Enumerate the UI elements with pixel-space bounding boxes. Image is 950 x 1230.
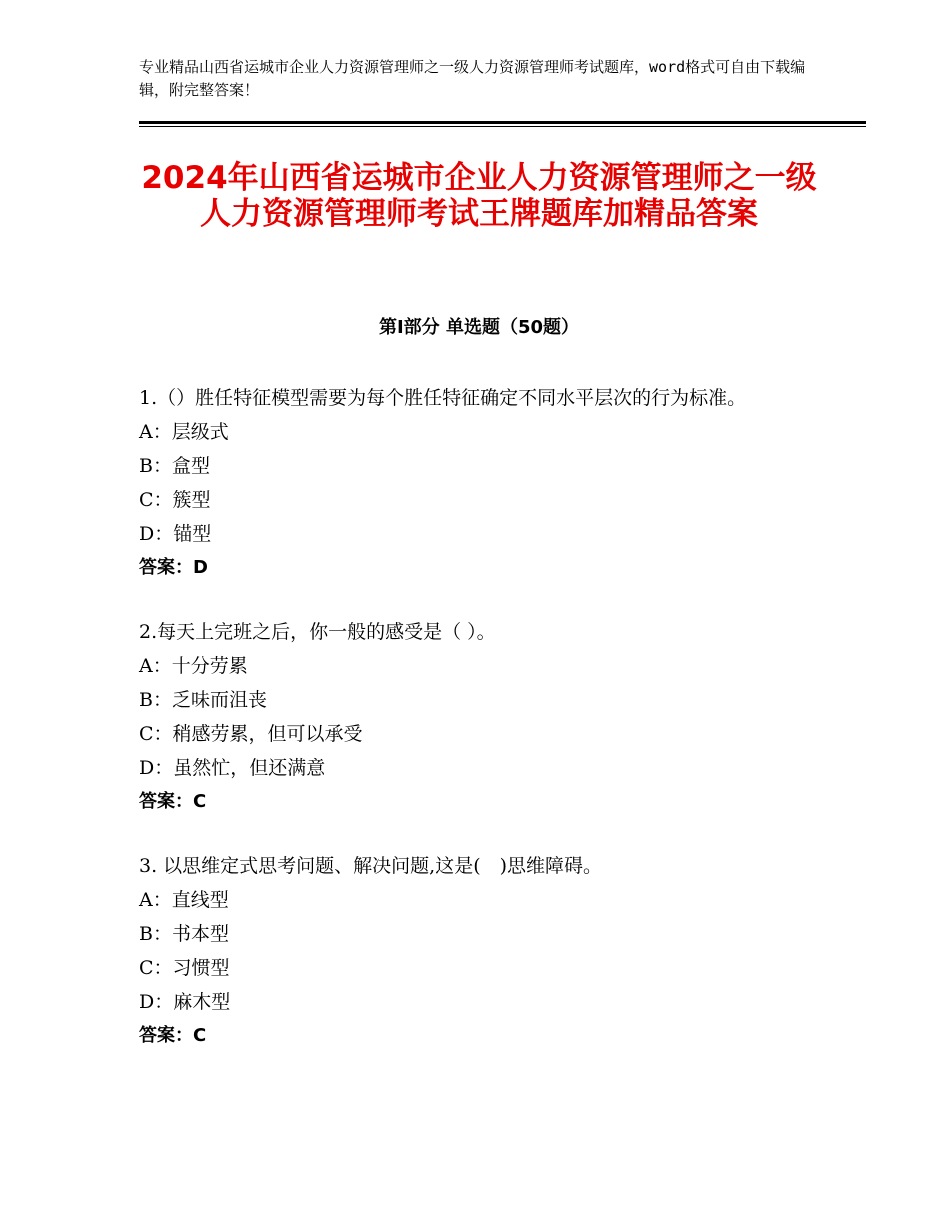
- option-a: A：直线型: [139, 889, 229, 911]
- option-c: C：稍感劳累，但可以承受: [139, 723, 363, 745]
- question-2: [139, 615, 819, 819]
- question-stem: 1.（）胜任特征模型需要为每个胜任特征确定不同水平层次的行为标准。: [139, 387, 747, 409]
- option-d: D：麻木型: [139, 991, 231, 1013]
- document-title: 2024年山西省运城市企业人力资源管理师之一级人力资源管理师考试王牌题库加精品答案: [141, 160, 817, 232]
- question-3: [139, 849, 819, 1053]
- option-d: D：虽然忙，但还满意: [139, 757, 326, 779]
- question-1: [139, 381, 819, 585]
- answer: 答案：C: [139, 1025, 207, 1046]
- header-note: 专业精品山西省运城市企业人力资源管理师之一级人力资源管理师考试题库，word格式可自由下载编辑，附完整答案！: [139, 58, 806, 99]
- header-divider: [139, 121, 866, 124]
- question-list: [139, 381, 819, 1083]
- option-b: B：盒型: [139, 455, 210, 477]
- option-a: A：层级式: [139, 421, 229, 443]
- question-stem: 2.每天上完班之后，你一般的感受是（ ）。: [139, 621, 496, 643]
- option-b: B：书本型: [139, 923, 229, 945]
- answer: 答案：C: [139, 791, 207, 812]
- option-d: D：锚型: [139, 523, 212, 545]
- option-b: B：乏味而沮丧: [139, 689, 267, 711]
- section-heading: 第Ⅰ部分 单选题（50题）: [378, 317, 579, 338]
- option-c: C：簇型: [139, 489, 211, 511]
- option-c: C：习惯型: [139, 957, 230, 979]
- option-a: A：十分劳累: [139, 655, 248, 677]
- header-divider-thin: [139, 126, 866, 127]
- question-stem: 3. 以思维定式思考问题、解决问题,这是( )思维障碍。: [139, 855, 603, 877]
- answer: 答案：D: [139, 557, 208, 578]
